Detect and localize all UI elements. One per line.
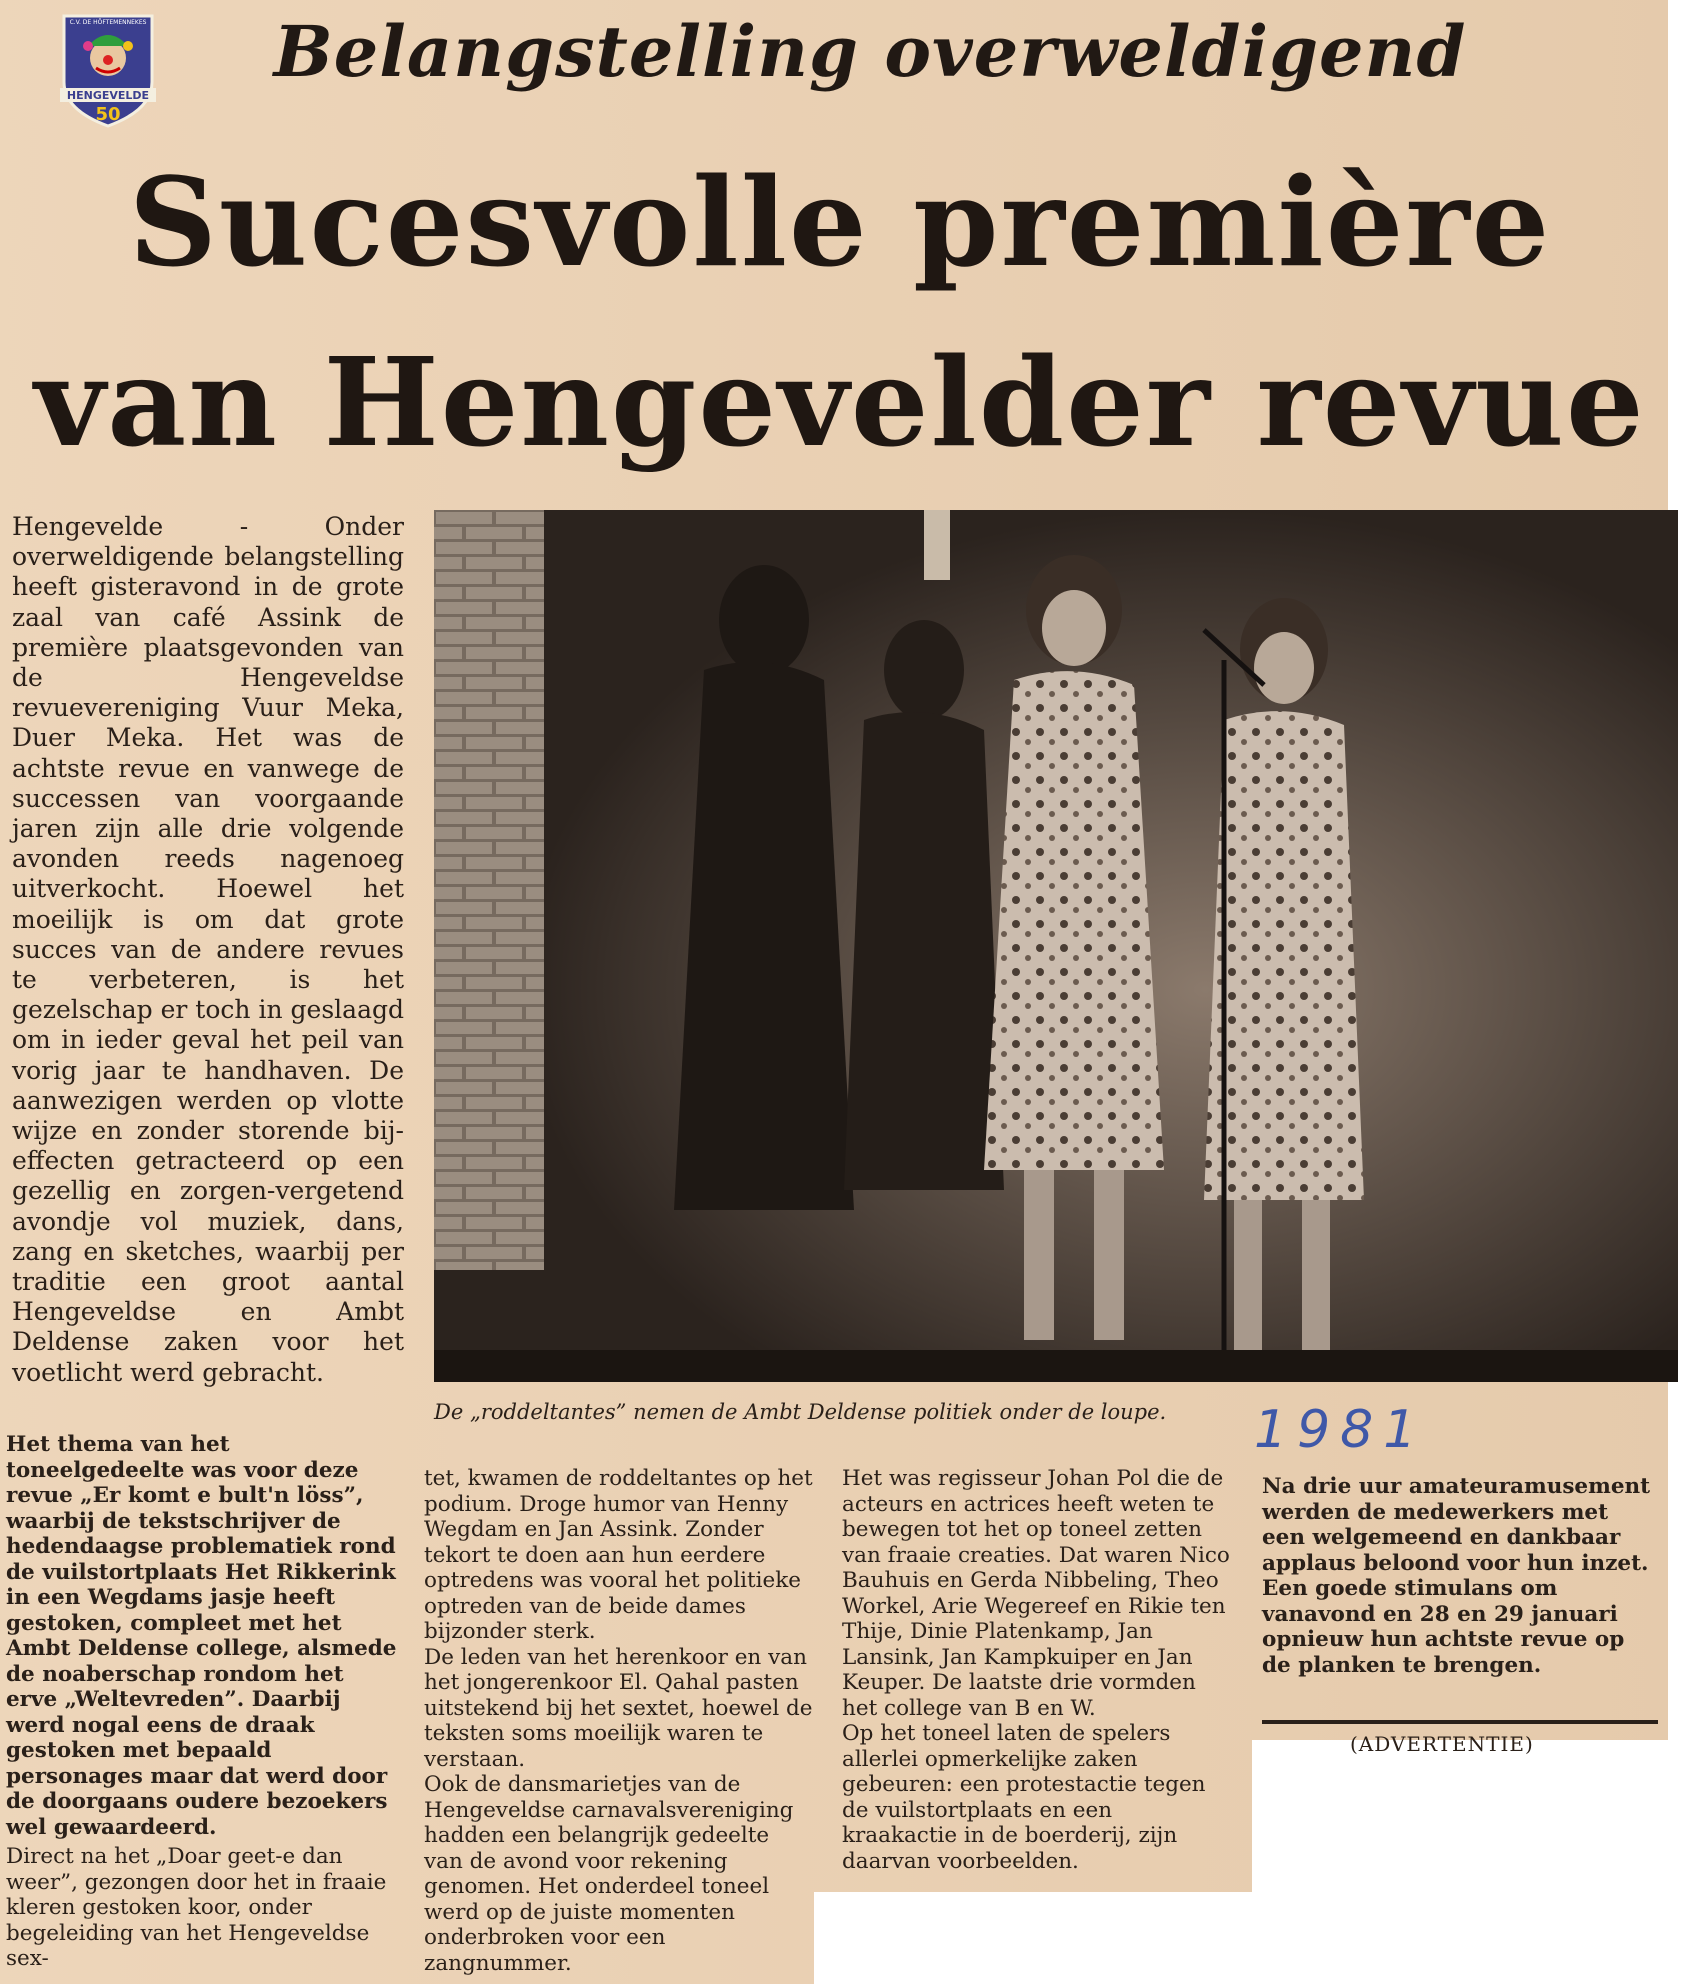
column-2 bbox=[424, 1466, 814, 1976]
column-3-paragraph: Het was regisseur Johan Pol die de acteurs en actrices heeft weten te bewegen tot het op toneel zetten van fraaie creaties. Dat waren Nico Bauhuis en Gerda Nibbeling, Theo Workel, Arie Wegereef en Rikie ten Thije, Dinie Platenkamp, Jan Lansink, Jan Kampkuiper en Jan Keuper. De laatste drie vormden het college van B en W. bbox=[842, 1466, 1230, 1721]
column-3 bbox=[842, 1466, 1232, 1874]
column-3-paragraph: Op het toneel laten de spelers allerlei opmerkelijke zaken gebeuren: een protestactie tegen de vuilstortplaats en een kraakactie in de boerderij, zijn daarvan voorbeelden. bbox=[842, 1721, 1206, 1874]
headline-line-2: van Hengevelder revue bbox=[34, 330, 1646, 474]
logo-top-text: C.V. DE HÖFTEMENNEKES bbox=[69, 19, 147, 26]
column-2-paragraph: De leden van het herenkoor en van het jongerenkoor El. Qahal pasten uitstekend bij het sextet, hoewel de teksten soms moeilijk waren te verstaan. bbox=[424, 1644, 813, 1772]
headline-line-1: Sucesvolle première bbox=[128, 150, 1552, 294]
logo-banner: HENGEVELDE bbox=[66, 89, 150, 102]
column-2-paragraph: Ook de dansmarietjes van de Hengeveldse carnavalsvereniging hadden een belangrijk gedeelte van de avond voor rekening genomen. Het onderdeel toneel werd op de juiste momenten onderbroken voor een zangnummer. bbox=[424, 1772, 794, 1976]
column-1-intro: Het thema van het toneelgedeelte was voor deze revue „Er komt e bult'n löss”, waarbij de tekstschrijver de hedendaagse problematiek rond de vuilstortplaats Het Rikkerink in een Wegdams jasje heeft gestoken, compleet met het Ambt Deldense college, alsmede de noaberschap rondom het erve „Weltevreden”. Daarbij werd nogal eens de draak gestoken met bepaald personages maar dat werd door de doorgaans oudere bezoekers wel gewaardeerd. bbox=[6, 1432, 397, 1840]
column-1-continuation: Direct na het „Doar geet-e dan weer”, gezongen door het in fraaie kleren gestoken koor, onder begeleiding van het Hengeveldse sex- bbox=[6, 1844, 387, 1971]
stage-photo bbox=[434, 510, 1678, 1382]
advertisement-divider bbox=[1262, 1720, 1658, 1724]
club-logo bbox=[58, 12, 158, 130]
column-2-paragraph: tet, kwamen de roddeltantes op het podium. Droge humor van Henny Wegdam en Jan Assink. Zonder tekort te doen aan hun eerdere optredens was vooral het politieke optreden van de beide dames bijzonder sterk. bbox=[424, 1466, 813, 1644]
logo-number: 50 bbox=[95, 104, 121, 125]
kicker-heading: Belangstelling overweldigend bbox=[273, 10, 1467, 93]
advertisement-label: (ADVERTENTIE) bbox=[1350, 1732, 1534, 1756]
handwritten-year: 1981 bbox=[1254, 1400, 1427, 1460]
photo-caption: De „roddeltantes” nemen de Ambt Deldense politiek onder de loupe. bbox=[434, 1400, 1167, 1424]
lead-paragraph: Hengevelde - Onder overweldigende belangstelling heeft gisteravond in de grote zaal van café Assink de première plaatsgevonden van de Hengeveldse revuevereniging Vuur Meka, Duer Meka. Het was de achtste revue en vanwege de successen van voorgaande jaren zijn alle drie volgende avonden reeds nagenoeg uitverkocht. Hoewel het moeilijk is om dat grote succes van de andere revues te verbeteren, is het gezelschap er toch in geslaagd om in ieder geval het peil van vorig jaar te handhaven. De aanwezigen werden op vlotte wijze en zonder storende bij-effecten getracteerd op een gezellig en zorgen-vergetend avondje vol muziek, dans, zang en sketches, waarbij per traditie een groot aantal Hengeveldse en Ambt Deldense zaken voor het voetlicht werd gebracht. bbox=[12, 512, 404, 1387]
column-4-conclusion: Na drie uur amateuramusement werden de medewerkers met een welgemeend en dankbaar applaus beloond voor hun inzet. Een goede stimulans om vanavond en 28 en 29 januari opnieuw hun achtste revue op de planken te brengen. bbox=[1262, 1474, 1651, 1678]
